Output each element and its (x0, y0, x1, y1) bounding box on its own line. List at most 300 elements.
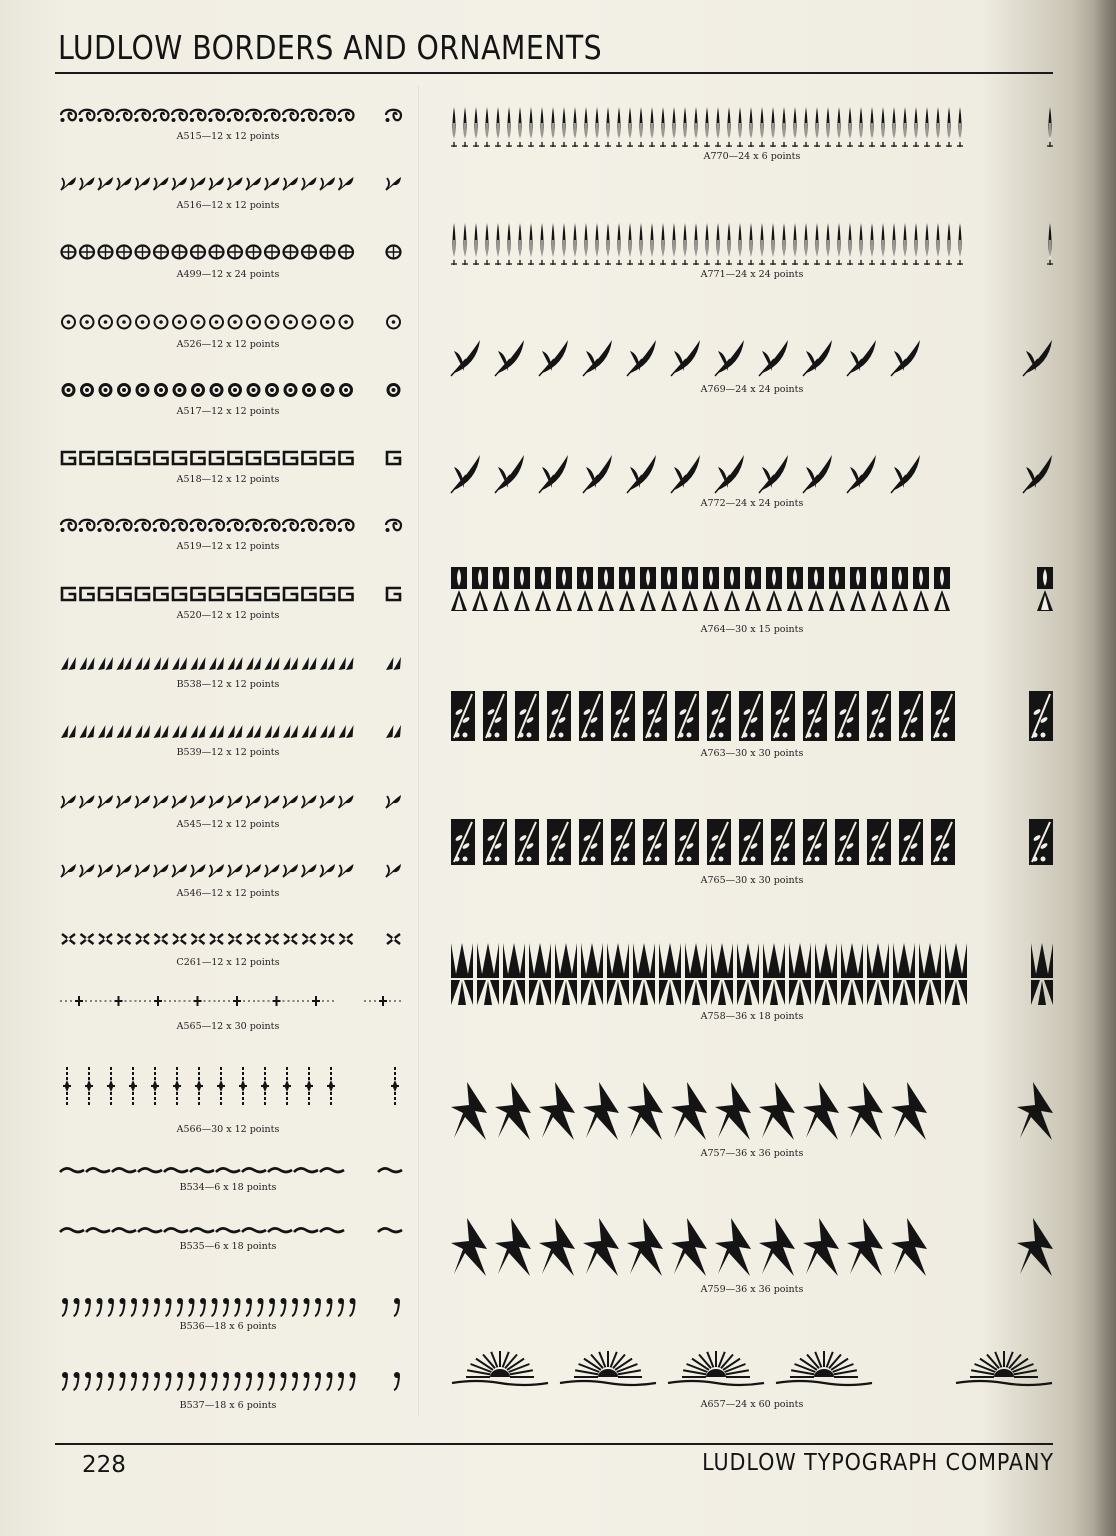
ornament-strip (450, 106, 1054, 148)
ornament-unit (294, 1168, 318, 1172)
ornament-unit (153, 520, 169, 532)
ornament-unit (789, 943, 811, 1005)
ornament-unit (638, 107, 644, 147)
ornament-unit (283, 864, 298, 878)
ornament-unit (627, 455, 656, 493)
specimen-label: A759—36 x 36 points (700, 1284, 804, 1295)
ornament-unit (60, 1168, 84, 1172)
ornament-unit (99, 588, 113, 600)
specimen-label: B539—12 x 12 points (176, 747, 280, 758)
ornament-single (1017, 1082, 1053, 1140)
ornament-unit (81, 452, 95, 464)
ornament-unit (247, 452, 261, 464)
ornament-unit (74, 1372, 80, 1390)
ornament-single (364, 996, 402, 1006)
ornament-unit (836, 223, 842, 265)
ornament-unit (638, 223, 644, 265)
specimen-label: A765—30 x 30 points (700, 875, 804, 886)
ornament-unit (283, 657, 298, 670)
ornament-unit (135, 520, 151, 532)
ornament-strip (60, 794, 402, 810)
ornament-strip (450, 1080, 1054, 1142)
ornament-unit (258, 1372, 264, 1390)
ornament-unit (451, 107, 457, 147)
ornament-unit (135, 110, 151, 122)
ornament-unit (154, 795, 169, 809)
ornament-unit (583, 1082, 619, 1140)
ornament-unit (339, 657, 354, 670)
ornament-unit (477, 943, 499, 1005)
ornament-unit (173, 934, 186, 944)
ornament-unit (247, 383, 261, 397)
ornament-unit (154, 383, 168, 397)
ornament-unit (495, 340, 524, 376)
ornament-unit (301, 110, 317, 122)
ornament-unit (61, 864, 76, 878)
ornament-unit (136, 588, 150, 600)
ornament-unit (209, 795, 224, 809)
ornament-unit (117, 246, 131, 259)
ornament-strip (450, 942, 1054, 1006)
ornament-unit (935, 223, 941, 265)
ornament-unit (209, 177, 224, 191)
ornament-single (1037, 567, 1053, 611)
ornament-unit (98, 725, 113, 738)
specimen-label: A519—12 x 12 points (176, 541, 280, 552)
ornament-unit (117, 864, 132, 878)
ornament-unit (517, 107, 523, 147)
ornament-unit (607, 943, 629, 1005)
ornament-strip (60, 107, 402, 123)
ornament-unit (847, 1218, 883, 1276)
ornament-unit (321, 588, 335, 600)
ornament-unit (177, 1298, 183, 1316)
ornament-unit (172, 520, 188, 532)
ornament-unit (155, 316, 168, 329)
ornament-unit (86, 1168, 110, 1172)
ornament-unit (503, 943, 525, 1005)
ornament-unit (283, 520, 299, 532)
ornament-unit (605, 107, 611, 147)
ornament-unit (643, 691, 667, 741)
ornament-unit (302, 383, 316, 397)
ornament-strip (60, 863, 402, 879)
ornament-single (1023, 340, 1052, 376)
ornament-unit (246, 1298, 252, 1316)
ornament-unit (724, 567, 740, 611)
footer-rule (55, 1443, 1053, 1445)
ornament-unit (191, 864, 206, 878)
ornament-unit (891, 1218, 927, 1276)
ornament-unit (264, 520, 280, 532)
ornament-unit (707, 691, 731, 741)
ornament-unit (934, 567, 950, 611)
ornament-unit (825, 107, 831, 147)
ornament-unit (227, 520, 243, 532)
ornament-unit (265, 657, 280, 670)
ornament-unit (547, 819, 571, 865)
ornament-unit (98, 520, 114, 532)
ornament-unit (660, 223, 666, 265)
ornament-unit (867, 819, 891, 865)
ornament-unit (627, 1082, 663, 1140)
ornament-unit (321, 934, 334, 944)
ornament-unit (112, 1168, 136, 1172)
ornament-unit (99, 934, 112, 944)
ornament-unit (539, 223, 545, 265)
ornament-single (386, 177, 401, 191)
border-specimen (60, 863, 402, 879)
ornament-unit (339, 725, 354, 738)
ornament-unit (759, 1218, 795, 1276)
ornament-unit (315, 1372, 321, 1390)
ornament-unit (265, 383, 279, 397)
ornament-unit (135, 725, 150, 738)
ornament-unit (748, 107, 754, 147)
ornament-unit (229, 934, 242, 944)
ornament-unit (902, 223, 908, 265)
ornament-unit (269, 1298, 275, 1316)
ornament-unit (869, 107, 875, 147)
ornament-unit (957, 223, 963, 265)
ornament-unit (302, 177, 317, 191)
ornament-unit (303, 588, 317, 600)
ornament-unit (63, 1067, 71, 1105)
border-specimen (60, 995, 402, 1007)
ornament-unit (579, 691, 603, 741)
ornament-single (387, 383, 401, 397)
ornament-unit (189, 1372, 195, 1390)
ornament-unit (192, 316, 205, 329)
specimen-label: A757—36 x 36 points (700, 1148, 804, 1159)
ornament-unit (261, 1067, 269, 1105)
ornament-unit (514, 567, 530, 611)
ornament-unit (814, 223, 820, 265)
ornament-unit (726, 107, 732, 147)
ornament-unit (258, 996, 296, 1006)
ornament-unit (107, 1067, 115, 1105)
specimen-label: B536—18 x 6 points (179, 1321, 277, 1332)
ornament-unit (62, 1372, 68, 1390)
ornament-unit (172, 864, 187, 878)
ornament-unit (451, 691, 475, 741)
ornament-unit (577, 567, 593, 611)
border-specimen (60, 1066, 402, 1106)
ornament-unit (880, 107, 886, 147)
ornament-single (386, 110, 402, 122)
ornament-unit (539, 1082, 575, 1140)
ornament-unit (135, 864, 150, 878)
ornament-unit (315, 1298, 321, 1316)
ornament-strip (60, 1066, 402, 1106)
ornament-unit (880, 223, 886, 265)
ornament-unit (212, 1372, 218, 1390)
ornament-unit (100, 996, 138, 1006)
ornament-unit (209, 725, 224, 738)
ornament-unit (210, 934, 223, 944)
ornament-unit (135, 657, 150, 670)
ornament-unit (320, 795, 335, 809)
ornament-unit (711, 943, 733, 1005)
ornament-unit (675, 691, 699, 741)
ornament-unit (671, 1218, 707, 1276)
ornament-strip (60, 176, 402, 192)
ornament-unit (283, 725, 298, 738)
ornament-unit (539, 455, 568, 493)
ornament-unit (189, 1298, 195, 1316)
specimen-label: B537—18 x 6 points (179, 1400, 277, 1411)
ornament-unit (80, 657, 95, 670)
ornament-unit (223, 1372, 229, 1390)
ornament-strip (60, 655, 402, 671)
ornament-unit (693, 223, 699, 265)
ornament-unit (931, 691, 955, 741)
ornament-unit (131, 1298, 137, 1316)
ornament-unit (97, 1298, 103, 1316)
ornament-unit (136, 452, 150, 464)
border-specimen (450, 690, 1054, 742)
ornament-unit (172, 725, 187, 738)
ornament-unit (210, 316, 223, 329)
ornament-unit (715, 1218, 751, 1276)
ornament-unit (154, 246, 168, 259)
border-specimen (60, 586, 402, 602)
ornament-unit (515, 819, 539, 865)
ornament-unit (80, 725, 95, 738)
specimen-label: B534—6 x 18 points (179, 1182, 277, 1193)
ornament-unit (98, 657, 113, 670)
ornament-unit (117, 795, 132, 809)
ornament-unit (682, 567, 698, 611)
ornament-unit (268, 1228, 292, 1232)
ornament-unit (80, 246, 94, 259)
ornament-unit (154, 1372, 160, 1390)
ornament-unit (136, 246, 150, 259)
ornament-unit (803, 223, 809, 265)
ornament-unit (281, 1372, 287, 1390)
border-specimen (60, 382, 402, 398)
ornament-unit (913, 107, 919, 147)
ornament-unit (179, 996, 217, 1006)
ornament-unit (210, 588, 224, 600)
ornament-unit (633, 943, 655, 1005)
ornament-unit (239, 1067, 247, 1105)
ornament-strip (60, 1165, 402, 1175)
ornament-unit (228, 657, 243, 670)
ornament-unit (61, 520, 77, 532)
ornament-unit (867, 691, 891, 741)
ornament-unit (726, 223, 732, 265)
ornament-unit (200, 1372, 206, 1390)
ornament-unit (302, 864, 317, 878)
ornament-unit (649, 107, 655, 147)
specimen-label: A499—12 x 24 points (176, 269, 280, 280)
ornament-unit (340, 316, 353, 329)
ornament-unit (192, 934, 205, 944)
ornament-unit (227, 110, 243, 122)
ornament-unit (265, 864, 280, 878)
ornament-unit (284, 934, 297, 944)
ornament-unit (535, 567, 551, 611)
specimen-label: A565—12 x 30 points (176, 1021, 280, 1032)
footer-company: LUDLOW TYPOGRAPH COMPANY (702, 1450, 1054, 1476)
ornament-unit (451, 567, 467, 611)
ornament-unit (108, 1372, 114, 1390)
ornament-unit (80, 177, 95, 191)
ornament-unit (766, 567, 782, 611)
ornament-unit (847, 223, 853, 265)
ornament-unit (154, 864, 169, 878)
ornament-unit (515, 691, 539, 741)
ornament-unit (62, 934, 75, 944)
ornament-unit (339, 795, 354, 809)
ornament-unit (893, 943, 915, 1005)
ornament-unit (266, 452, 280, 464)
ornament-unit (451, 340, 480, 376)
ornament-unit (583, 455, 612, 493)
ornament-unit (715, 1082, 751, 1140)
ornament-unit (86, 1228, 110, 1232)
ornament-unit (228, 725, 243, 738)
ornament-unit (561, 223, 567, 265)
ornament-unit (452, 1351, 548, 1385)
specimen-label: A516—12 x 12 points (176, 200, 280, 211)
ornament-single (1031, 943, 1053, 1005)
ornament-unit (814, 107, 820, 147)
ornament-unit (924, 107, 930, 147)
ornament-unit (246, 1372, 252, 1390)
ornament-unit (209, 110, 225, 122)
ornament-unit (871, 567, 887, 611)
ornament-unit (177, 1372, 183, 1390)
ornament-unit (212, 1298, 218, 1316)
border-specimen (60, 244, 402, 260)
ornament-unit (528, 107, 534, 147)
ornament-unit (98, 110, 114, 122)
ornament-single (386, 725, 401, 738)
ornament-unit (210, 452, 224, 464)
ornament-unit (173, 246, 187, 259)
specimen-label: A515—12 x 12 points (176, 131, 280, 142)
ornament-unit (931, 819, 955, 865)
ornament-strip (60, 995, 402, 1007)
ornament-unit (739, 691, 763, 741)
ornament-unit (339, 383, 353, 397)
ornament-unit (258, 1298, 264, 1316)
ornament-unit (745, 567, 761, 611)
ornament-strip (60, 1291, 402, 1317)
ornament-unit (229, 588, 243, 600)
ornament-unit (803, 691, 827, 741)
ornament-unit (671, 223, 677, 265)
ornament-single (394, 1298, 400, 1316)
ornament-unit (265, 795, 280, 809)
ornament-unit (781, 107, 787, 147)
ornament-strip (60, 450, 402, 466)
ornament-unit (228, 864, 243, 878)
ornament-unit (85, 1067, 93, 1105)
ornament-unit (173, 1067, 181, 1105)
ornament-unit (771, 819, 795, 865)
ornament-unit (462, 107, 468, 147)
ornament-unit (957, 107, 963, 147)
ornament-unit (945, 943, 967, 1005)
ornament-unit (62, 246, 76, 259)
ornament-unit (836, 107, 842, 147)
ornament-unit (829, 567, 845, 611)
ornament-unit (166, 1372, 172, 1390)
border-specimen (60, 314, 402, 330)
ornament-unit (803, 1082, 839, 1140)
ornament-unit (847, 107, 853, 147)
ornament-unit (173, 452, 187, 464)
ornament-unit (640, 567, 656, 611)
ornament-unit (598, 567, 614, 611)
ornament-unit (611, 691, 635, 741)
ornament-unit (340, 934, 353, 944)
ornament-unit (539, 107, 545, 147)
ornament-unit (451, 455, 480, 493)
ornament-unit (120, 1372, 126, 1390)
ornament-unit (209, 864, 224, 878)
ornament-unit (847, 340, 876, 376)
ornament-unit (517, 223, 523, 265)
ornament-unit (803, 1218, 839, 1276)
ornament-unit (247, 588, 261, 600)
ornament-unit (195, 1067, 203, 1105)
ornament-unit (302, 657, 317, 670)
ornament-unit (246, 795, 261, 809)
ornament-single (386, 657, 401, 670)
ornament-unit (561, 107, 567, 147)
ornament-unit (62, 316, 75, 329)
ornament-unit (217, 1067, 225, 1105)
ornament-unit (803, 455, 832, 493)
ornament-unit (266, 316, 279, 329)
ornament-unit (320, 657, 335, 670)
ornament-unit (190, 1168, 214, 1172)
ornament-unit (320, 725, 335, 738)
border-specimen (450, 337, 1054, 377)
ornament-unit (79, 110, 95, 122)
ornament-unit (129, 1067, 137, 1105)
ornament-unit (759, 340, 788, 376)
ornament-unit (143, 1372, 149, 1390)
ornament-unit (284, 588, 298, 600)
ornament-unit (495, 1082, 531, 1140)
ornament-unit (338, 110, 354, 122)
ornament-unit (229, 452, 243, 464)
ornament-unit (283, 1067, 291, 1105)
ornament-unit (304, 1372, 310, 1390)
ornament-unit (763, 943, 785, 1005)
ornament-unit (320, 864, 335, 878)
ornament-unit (61, 725, 76, 738)
column-divider (418, 86, 419, 1416)
ornament-unit (759, 223, 765, 265)
ornament-unit (891, 455, 920, 493)
ornament-strip (450, 690, 1054, 742)
border-specimen (60, 1365, 402, 1391)
ornament-unit (451, 1082, 487, 1140)
ornament-unit (867, 943, 889, 1005)
ornament-unit (209, 657, 224, 670)
ornament-unit (899, 819, 923, 865)
ornament-unit (913, 223, 919, 265)
ornament-unit (303, 934, 316, 944)
border-specimen (60, 176, 402, 192)
ornament-unit (138, 1168, 162, 1172)
